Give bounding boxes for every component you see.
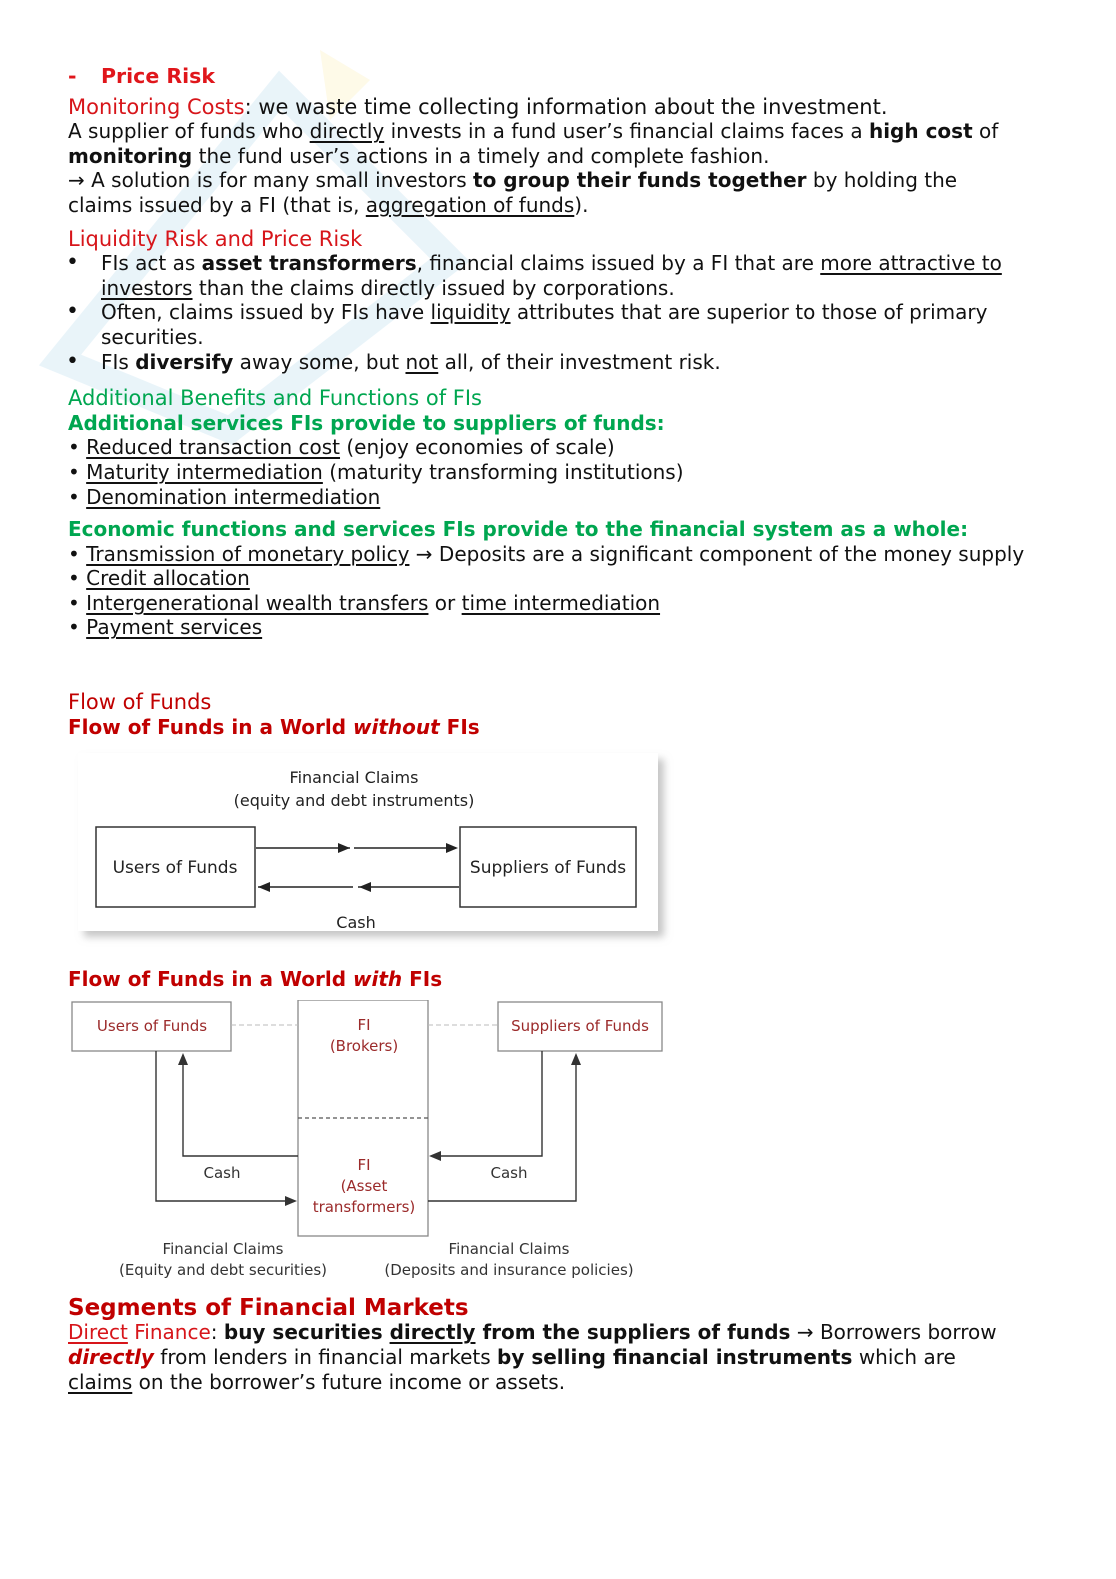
fi-asset-sublabel-2: transformers) [312,1197,416,1216]
list-item: • Often, claims issued by FIs have liquidity attributes that are superior to those of primary securities. [68,300,1048,349]
list-item: • Maturity intermediation (maturity transforming institutions) [68,459,684,484]
flow-with-heading: Flow of Funds in a World with FIs [68,967,443,992]
flow-without-heading: Flow of Funds in a World without FIs [68,714,480,739]
diagram-with-fis [68,1000,1048,1290]
claims-right-label-2: (Deposits and insurance policies) [384,1260,634,1279]
list-item: • Reduced transaction cost (enjoy economies of scale) [68,435,615,460]
fi-asset-label: FI [357,1155,371,1174]
document-page [68,64,1048,1394]
direct-finance-term: Direct [68,1320,128,1345]
users-of-funds-label: Users of Funds [96,1016,208,1035]
suppliers-of-funds-label: Suppliers of Funds [511,1016,649,1035]
list-item: • Intergenerational wealth transfers or time intermediation [68,590,661,615]
claims-label-2: (equity and debt instruments) [233,791,475,811]
additional-subheading-1: Additional services FIs provide to suppliers of funds: [68,410,665,435]
arrowhead-icon [178,1053,188,1065]
list-item: • Credit allocation [68,566,250,591]
arrow-icon: → [68,168,85,193]
price-risk-heading: - Price Risk [68,64,216,88]
arrowhead-icon [285,1196,297,1206]
flow-diagram-2 [68,1000,668,1288]
list-item: • Transmission of monetary policy → Deposits are a significant component of the money supply [68,541,1025,566]
monitoring-costs-title: Monitoring Costs [68,94,245,119]
monitoring-paragraph: Monitoring Costs: we waste time collecting information about the investment. [68,94,888,119]
diagram-without-fis [68,749,1048,969]
monitoring-line-2: A supplier of funds who directly invests in a fund user’s financial claims faces a high cost of monitoring the fund user’s actions in a timely and complete fashion. → A solution is for many small investors to group their funds together by holding the claims issued by a FI (that is, aggregation of funds). [68,119,999,217]
list-item: • Payment services [68,615,263,640]
users-of-funds-label: Users of Funds [112,858,238,879]
claims-left-label-1: Financial Claims [162,1239,284,1258]
arrow-icon: → [790,1320,814,1345]
direct-finance-paragraph: Direct Finance: buy securities directly from the suppliers of funds → Borrowers borrow directly from lenders in financial markets by selling financial instruments which are claims on the borrower’s future income or assets. [68,1320,997,1394]
claims-right-label-1: Financial Claims [448,1239,570,1258]
suppliers-of-funds-label: Suppliers of Funds [469,858,627,879]
claims-left-label-2: (Equity and debt securities) [118,1260,328,1279]
cash-label: Cash [336,913,376,933]
additional-heading: Additional Benefits and Functions of FIs [68,386,482,411]
list-item: • FIs act as asset transformers, financial claims issued by a FI that are more attractive to investors than the claims directly issued by corporations. [68,251,1048,300]
list-item: • FIs diversify away some, but not all, of their investment risk. [68,350,1048,375]
flow-diagram-1 [68,749,678,961]
segments-heading: Segments of Financial Markets [68,1294,469,1321]
arrowhead-icon [571,1053,581,1065]
cash-right-label: Cash [490,1163,528,1182]
arrowhead-icon [429,1151,441,1161]
list-item: • Denomination intermediation [68,484,381,509]
liquidity-heading: Liquidity Risk and Price Risk [68,226,363,251]
arrow-icon: → [415,541,433,566]
flow-heading: Flow of Funds [68,690,212,715]
liquidity-list [68,251,1048,374]
claims-label-1: Financial Claims [289,768,419,788]
fi-brokers-label: FI [357,1015,371,1034]
fi-brokers-sublabel: (Brokers) [329,1036,399,1055]
cash-left-label: Cash [203,1163,241,1182]
fi-asset-sublabel-1: (Asset [340,1176,388,1195]
additional-subheading-2: Economic functions and services FIs provide to the financial system as a whole: [68,517,969,542]
